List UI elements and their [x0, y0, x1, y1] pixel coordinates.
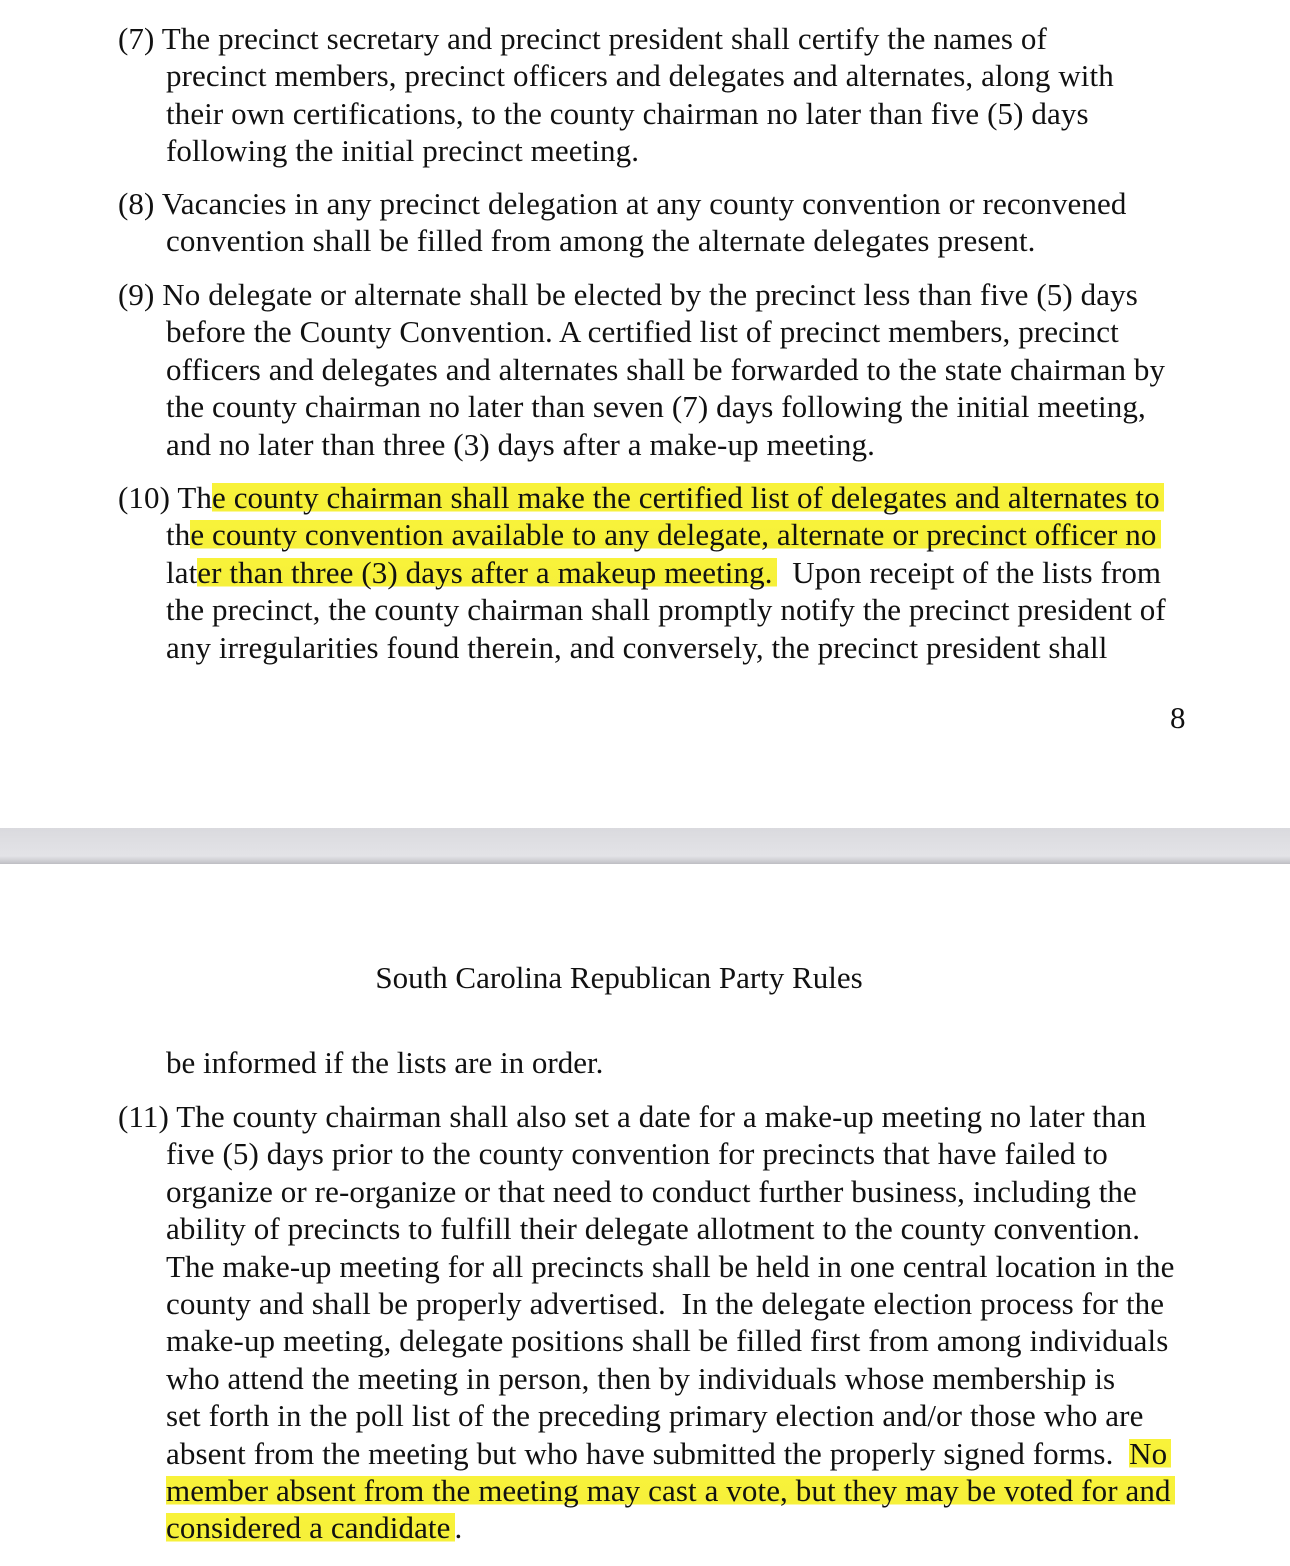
rule-11-line-1: (11) The county chairman shall also set a date for a make-up meeting no later than: [118, 1099, 1147, 1134]
highlighted-text: member absent from the meeting may cast a vote, but they may be voted for and: [166, 1473, 1175, 1508]
rule-10-number: (10): [118, 480, 171, 515]
rule-8: [118, 185, 1228, 260]
rule-11-line-5: The make-up meeting for all precincts shall be held in one central location in the: [166, 1248, 1175, 1284]
rule-11-line-8: who attend the meeting in person, then by individuals whose membership is: [166, 1360, 1116, 1396]
rule-9: [118, 276, 1228, 463]
highlighted-text: No: [1129, 1436, 1171, 1471]
rule-9-line-3: officers and delegates and alternates shall be forwarded to the state chairman by: [166, 351, 1166, 387]
rule-7-line-1: (7) The precinct secretary and precinct president shall certify the names of: [118, 21, 1047, 56]
running-header: South Carolina Republican Party Rules: [375, 960, 863, 995]
rule-7-line-2: precinct members, precinct officers and delegates and alternates, along with: [166, 58, 1114, 94]
rule-11-line-6: county and shall be properly advertised. In the delegate election process for the: [166, 1286, 1165, 1322]
rule-10-line-1: (10) The county chairman shall make the certified list of delegates and alternates to: [118, 479, 1228, 516]
rule-9-line-4: the county chairman no later than seven (7) days following the initial meeting,: [166, 389, 1146, 425]
rule-11-line-9: set forth in the poll list of the preceding primary election and/or those who are: [166, 1398, 1144, 1434]
rule-7-number: (7): [118, 21, 155, 56]
rule-10-line-4: the precinct, the county chairman shall promptly notify the precinct president of: [166, 592, 1166, 628]
rule-11-number: (11): [118, 1099, 169, 1134]
highlighted-text: considered a candidate: [166, 1510, 455, 1545]
rule-11-line-3: organize or re-organize or that need to conduct further business, including the: [166, 1173, 1137, 1209]
rule-10-line-3: later than three (3) days after a makeup meeting. Upon receipt of the lists from: [166, 554, 1162, 590]
highlighted-text: e county convention available to any delegate, alternate or precinct officer no: [190, 517, 1160, 552]
rule-11-line-2: five (5) days prior to the county convention for precincts that have failed to: [166, 1136, 1108, 1172]
rule-10: [118, 479, 1228, 666]
page-number: 8: [1170, 700, 1186, 735]
rule-11-line-7: make-up meeting, delegate positions shall be filled first from among individuals: [166, 1323, 1169, 1359]
page-break-divider: [0, 828, 1290, 864]
rule-7: [118, 20, 1228, 170]
rule-11-line-4: ability of precincts to fulfill their delegate allotment to the county convention.: [166, 1211, 1141, 1247]
rule-8-line-2: convention shall be filled from among the alternate delegates present.: [166, 223, 1036, 259]
rule-10-line-5: any irregularities found therein, and conversely, the precinct president shall: [166, 629, 1108, 665]
rule-11-line-10: absent from the meeting but who have submitted the properly signed forms. No: [118, 1435, 1228, 1472]
rule-10-continuation: be informed if the lists are in order.: [166, 1045, 604, 1080]
highlighted-text: e county chairman shall make the certified list of delegates and alternates to: [212, 480, 1164, 515]
rule-8-line-1: (8) Vacancies in any precinct delegation at any county convention or reconvened: [118, 186, 1127, 221]
rule-10-line-2: the county convention available to any delegate, alternate or precinct officer no: [118, 516, 1228, 553]
rule-7-line-4: following the initial precinct meeting.: [166, 133, 640, 169]
rule-9-number: (9): [118, 277, 155, 312]
rule-11-line-11: [118, 1472, 1228, 1509]
rule-9-line-5: and no later than three (3) days after a make-up meeting.: [166, 426, 875, 462]
rule-11-line-12: considered a candidate .: [166, 1510, 463, 1546]
rule-11: [118, 1098, 1228, 1547]
rule-9-line-1: (9) No delegate or alternate shall be elected by the precinct less than five (5) days: [118, 277, 1138, 312]
rule-8-number: (8): [118, 186, 155, 221]
highlighted-text: er than three (3) days after a makeup meeting.: [197, 555, 776, 590]
rule-9-line-2: before the County Convention. A certified list of precinct members, precinct: [166, 314, 1119, 350]
rule-7-line-3: their own certifications, to the county chairman no later than five (5) days: [166, 95, 1089, 131]
